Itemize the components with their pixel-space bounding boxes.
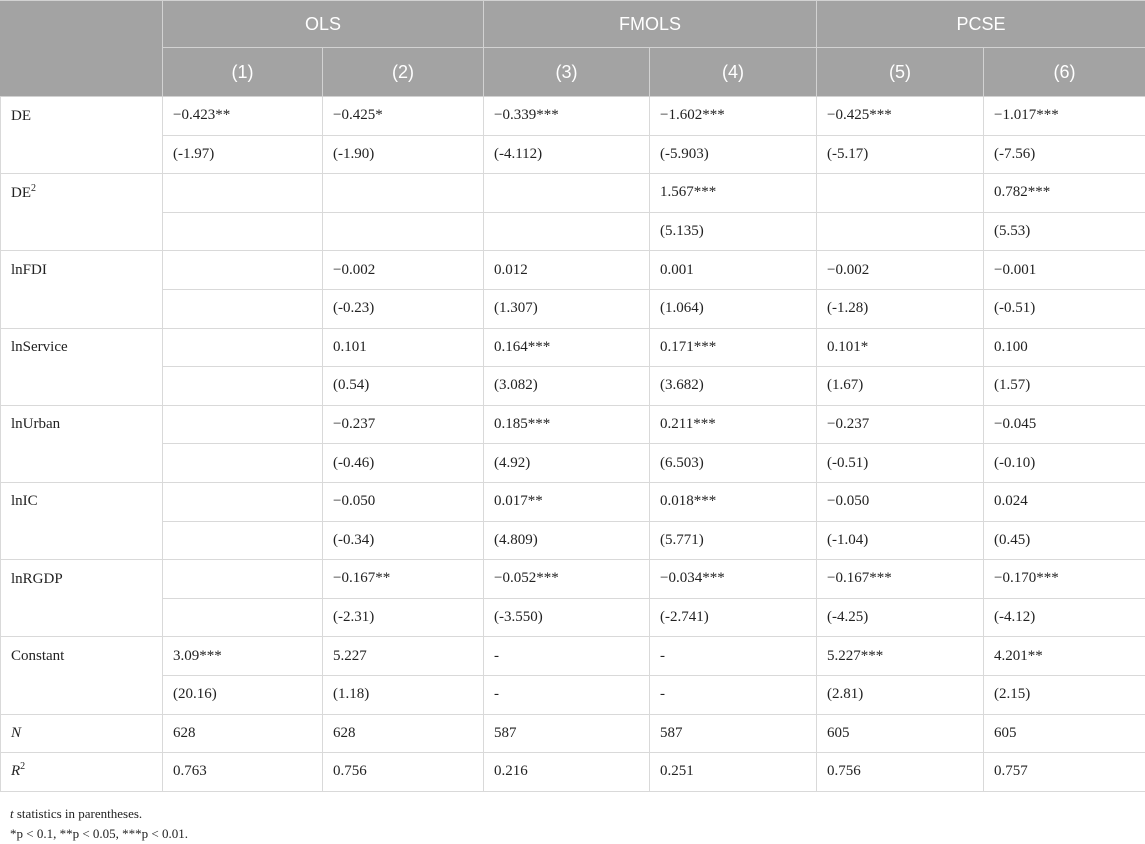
tstat-cell [484, 212, 650, 251]
tstat-cell [323, 212, 484, 251]
header-col-3: (3) [484, 48, 650, 97]
tstat-cell: (-0.46) [323, 444, 484, 483]
stat-cell: 628 [163, 714, 323, 753]
variable-label-text: lnRGDP [11, 571, 63, 587]
stat-cell: 605 [817, 714, 984, 753]
tstat-cell: (-7.56) [984, 135, 1145, 174]
variable-label-text: DE [11, 185, 31, 201]
tstat-cell: (-1.28) [817, 289, 984, 328]
coef-row-lnfdi [1, 251, 1145, 290]
header-col-2: (2) [323, 48, 484, 97]
coef-cell: 5.227*** [817, 637, 984, 676]
variable-label-text: Constant [11, 648, 64, 664]
tstat-row-lnservice [1, 367, 1145, 406]
variable-label [1, 560, 163, 599]
coef-cell: 0.782*** [984, 174, 1145, 213]
coef-row-de [1, 97, 1145, 136]
stat-cell: 0.216 [484, 753, 650, 792]
stat-cell: 587 [650, 714, 817, 753]
note-t-statistics [10, 804, 1145, 824]
header-group-fmols: FMOLS [484, 1, 817, 48]
tstat-cell: (-4.112) [484, 135, 650, 174]
stat-label-superscript: 2 [20, 761, 25, 772]
coef-row-lnic [1, 482, 1145, 521]
tstat-cell: (3.082) [484, 367, 650, 406]
coef-row-lnservice [1, 328, 1145, 367]
coef-cell: −0.001 [984, 251, 1145, 290]
coef-cell: −0.034*** [650, 560, 817, 599]
coef-cell: - [650, 637, 817, 676]
tstat-cell: (-0.51) [984, 289, 1145, 328]
coef-cell [163, 405, 323, 444]
variable-label-text: lnIC [11, 493, 38, 509]
coef-cell: 0.001 [650, 251, 817, 290]
table-notes [10, 804, 1145, 844]
coef-cell: 0.185*** [484, 405, 650, 444]
tstat-cell: (6.503) [650, 444, 817, 483]
tstat-label-blank [1, 367, 163, 406]
header-corner-cell [1, 1, 163, 97]
stat-cell: 587 [484, 714, 650, 753]
tstat-cell: (5.135) [650, 212, 817, 251]
tstat-label-blank [1, 212, 163, 251]
variable-label [1, 482, 163, 521]
tstat-cell [163, 521, 323, 560]
tstat-label-blank [1, 444, 163, 483]
tstat-cell: (-1.04) [817, 521, 984, 560]
stat-cell: 605 [984, 714, 1145, 753]
stat-label [1, 753, 163, 792]
coef-cell: −0.002 [817, 251, 984, 290]
tstat-cell: (-4.25) [817, 598, 984, 637]
stat-label-text: N [11, 725, 21, 741]
tstat-cell: (20.16) [163, 675, 323, 714]
coef-cell: 3.09*** [163, 637, 323, 676]
tstat-cell: (-5.17) [817, 135, 984, 174]
tstat-cell: (-0.10) [984, 444, 1145, 483]
coef-cell: −0.167** [323, 560, 484, 599]
variable-label-text: DE [11, 108, 31, 124]
coef-cell: 0.164*** [484, 328, 650, 367]
tstat-label-blank [1, 598, 163, 637]
tstat-cell: (3.682) [650, 367, 817, 406]
tstat-cell [163, 598, 323, 637]
stat-cell: 0.251 [650, 753, 817, 792]
stat-label [1, 714, 163, 753]
stat-cell: 0.756 [817, 753, 984, 792]
tstat-cell: (4.809) [484, 521, 650, 560]
coef-cell: −0.167*** [817, 560, 984, 599]
coef-cell: −0.050 [817, 482, 984, 521]
coef-cell: 0.024 [984, 482, 1145, 521]
variable-label-text: lnFDI [11, 262, 47, 278]
tstat-cell: (1.57) [984, 367, 1145, 406]
note-significance: *p < 0.1, **p < 0.05, ***p < 0.01. [10, 824, 1145, 844]
tstat-cell: (1.67) [817, 367, 984, 406]
stat-cell: 628 [323, 714, 484, 753]
coef-cell: −0.423** [163, 97, 323, 136]
tstat-label-blank [1, 289, 163, 328]
note-t-text: statistics in parentheses. [14, 806, 143, 821]
variable-label-text: lnService [11, 339, 68, 355]
tstat-cell: - [484, 675, 650, 714]
coef-cell: −1.017*** [984, 97, 1145, 136]
header-col-1: (1) [163, 48, 323, 97]
tstat-cell: (-0.51) [817, 444, 984, 483]
stat-cell: 0.763 [163, 753, 323, 792]
tstat-cell: (-3.550) [484, 598, 650, 637]
tstat-cell [163, 444, 323, 483]
coef-row-constant [1, 637, 1145, 676]
coef-cell: −0.002 [323, 251, 484, 290]
tstat-cell [817, 212, 984, 251]
coef-cell [163, 482, 323, 521]
coef-row-lnurban [1, 405, 1145, 444]
variable-label-superscript: 2 [31, 183, 36, 194]
variable-label [1, 174, 163, 213]
coef-cell [163, 174, 323, 213]
coef-cell: 0.017** [484, 482, 650, 521]
coef-cell: 0.012 [484, 251, 650, 290]
stat-cell: 0.757 [984, 753, 1145, 792]
tstat-cell: (1.18) [323, 675, 484, 714]
coef-cell: 5.227 [323, 637, 484, 676]
coef-cell [323, 174, 484, 213]
coef-cell: - [484, 637, 650, 676]
tstat-cell: (1.307) [484, 289, 650, 328]
header-column-row [1, 48, 1145, 97]
coef-cell [484, 174, 650, 213]
coef-cell [817, 174, 984, 213]
tstat-cell [163, 289, 323, 328]
stat-row-n [1, 714, 1145, 753]
tstat-row-lnrgdp [1, 598, 1145, 637]
tstat-row-lnfdi [1, 289, 1145, 328]
tstat-cell: (4.92) [484, 444, 650, 483]
coef-row-de-sq [1, 174, 1145, 213]
tstat-cell: (5.771) [650, 521, 817, 560]
coef-cell: −0.425*** [817, 97, 984, 136]
table-body [1, 97, 1145, 792]
coef-cell [163, 328, 323, 367]
header-col-6: (6) [984, 48, 1145, 97]
variable-label [1, 405, 163, 444]
tstat-row-de [1, 135, 1145, 174]
coef-cell: −0.425* [323, 97, 484, 136]
tstat-cell: (-0.23) [323, 289, 484, 328]
coef-cell: −1.602*** [650, 97, 817, 136]
tstat-cell: (0.45) [984, 521, 1145, 560]
tstat-row-constant [1, 675, 1145, 714]
tstat-row-lnic [1, 521, 1145, 560]
tstat-cell [163, 367, 323, 406]
header-group-ols: OLS [163, 1, 484, 48]
tstat-cell: (1.064) [650, 289, 817, 328]
header-col-5: (5) [817, 48, 984, 97]
coef-cell: −0.339*** [484, 97, 650, 136]
tstat-row-lnurban [1, 444, 1145, 483]
coef-cell: −0.050 [323, 482, 484, 521]
tstat-cell: (-2.31) [323, 598, 484, 637]
coef-cell: 0.211*** [650, 405, 817, 444]
variable-label [1, 328, 163, 367]
coef-cell: −0.237 [817, 405, 984, 444]
tstat-cell: - [650, 675, 817, 714]
coef-cell [163, 251, 323, 290]
stat-label-text: R [11, 763, 20, 779]
variable-label [1, 251, 163, 290]
stat-cell: 0.756 [323, 753, 484, 792]
tstat-row-de-sq [1, 212, 1145, 251]
coef-cell: −0.052*** [484, 560, 650, 599]
table-header [1, 1, 1145, 97]
tstat-cell: (2.15) [984, 675, 1145, 714]
variable-label-text: lnUrban [11, 416, 60, 432]
coef-cell: 4.201** [984, 637, 1145, 676]
coef-cell: 0.101* [817, 328, 984, 367]
variable-label [1, 97, 163, 136]
coef-cell: 0.101 [323, 328, 484, 367]
tstat-cell: (-4.12) [984, 598, 1145, 637]
coef-cell: 1.567*** [650, 174, 817, 213]
note-t-symbol: t [10, 806, 14, 821]
tstat-cell: (-0.34) [323, 521, 484, 560]
tstat-cell: (0.54) [323, 367, 484, 406]
coef-cell: 0.171*** [650, 328, 817, 367]
header-col-4: (4) [650, 48, 817, 97]
tstat-cell: (2.81) [817, 675, 984, 714]
tstat-cell [163, 212, 323, 251]
coef-cell: −0.237 [323, 405, 484, 444]
tstat-label-blank [1, 675, 163, 714]
tstat-cell: (-1.97) [163, 135, 323, 174]
coef-cell [163, 560, 323, 599]
coef-cell: −0.170*** [984, 560, 1145, 599]
tstat-cell: (-1.90) [323, 135, 484, 174]
tstat-cell: (-5.903) [650, 135, 817, 174]
tstat-label-blank [1, 135, 163, 174]
coef-row-lnrgdp [1, 560, 1145, 599]
header-group-pcse: PCSE [817, 1, 1145, 48]
header-group-row [1, 1, 1145, 48]
coef-cell: 0.018*** [650, 482, 817, 521]
coef-cell: −0.045 [984, 405, 1145, 444]
variable-label [1, 637, 163, 676]
stat-row-r [1, 753, 1145, 792]
tstat-cell: (-2.741) [650, 598, 817, 637]
coef-cell: 0.100 [984, 328, 1145, 367]
tstat-label-blank [1, 521, 163, 560]
tstat-cell: (5.53) [984, 212, 1145, 251]
